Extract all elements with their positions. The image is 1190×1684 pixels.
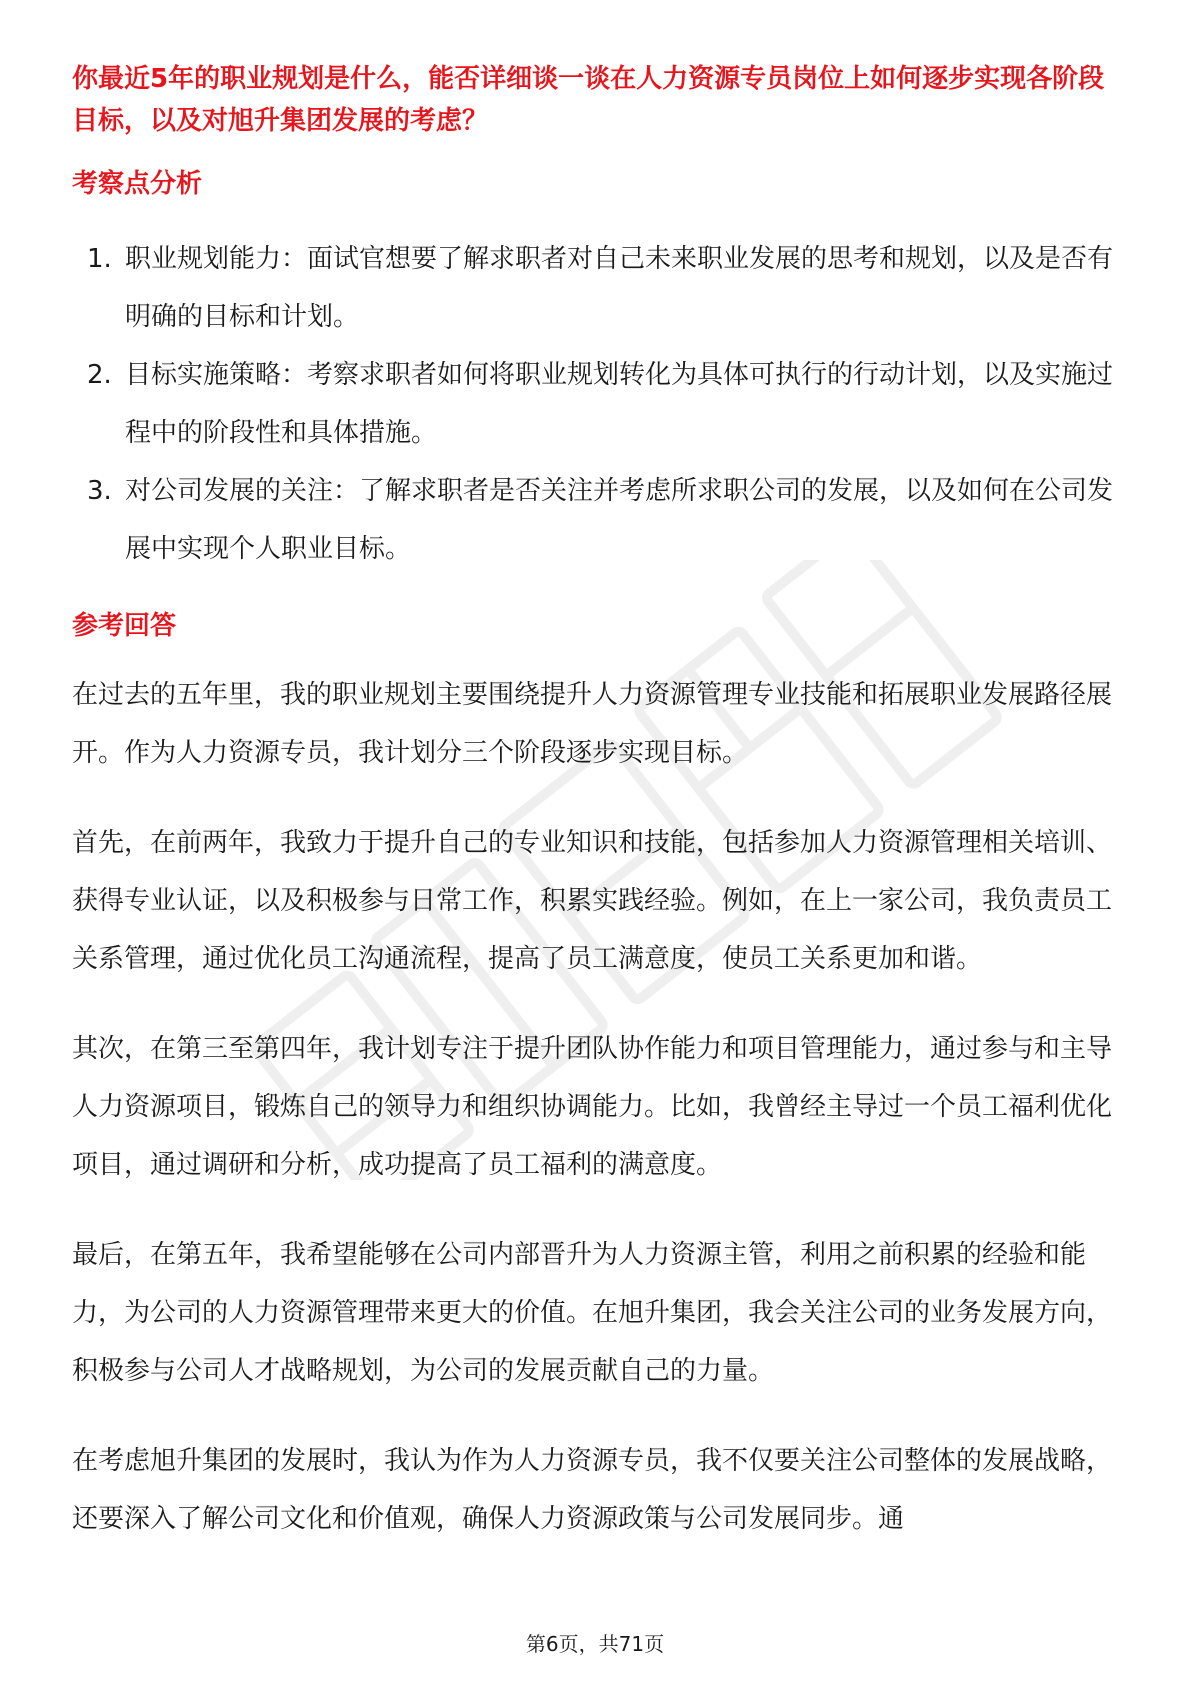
answer-paragraph: 在考虑旭升集团的发展时，我认为作为人力资源专员，我不仅要关注公司整体的发展战略，还要深入了解公司文化和价值观，确保人力资源政策与公司发展同步。通 — [72, 1446, 1113, 1534]
answer-title: 参考回答 — [72, 611, 177, 641]
analysis-points-list — [72, 230, 1120, 578]
content-area — [72, 58, 1120, 1548]
list-item-text: 职业规划能力：面试官想要了解求职者对自己未来职业发展的思考和规划，以及是否有明确的目标和计划。 — [125, 244, 1114, 332]
answer-paragraph: 在过去的五年里，我的职业规划主要围绕提升人力资源管理专业技能和拓展职业发展路径展开。作为人力资源专员，我计划分三个阶段逐步实现目标。 — [72, 680, 1113, 768]
answer-paragraph: 其次，在第三至第四年，我计划专注于提升团队协作能力和项目管理能力，通过参与和主导人力资源项目，锻炼自己的领导力和组织协调能力。比如，我曾经主导过一个员工福利优化项目，通过调研和分析，成功提高了员工福利的满意度。 — [72, 1034, 1113, 1180]
list-item — [72, 230, 1120, 346]
question-heading: 你最近5年的职业规划是什么，能否详细谈一谈在人力资源专员岗位上如何逐步实现各阶段目标，以及对旭升集团发展的考虑？ — [72, 64, 1105, 136]
list-item-text: 目标实施策略：考察求职者如何将职业规划转化为具体可执行的行动计划，以及实施过程中的阶段性和具体措施。 — [125, 360, 1114, 448]
answer-paragraph: 首先，在前两年，我致力于提升自己的专业知识和技能，包括参加人力资源管理相关培训、获得专业认证，以及积极参与日常工作，积累实践经验。例如，在上一家公司，我负责员工关系管理，通过优化员工沟通流程，提高了员工满意度，使员工关系更加和谐。 — [72, 828, 1113, 974]
list-item-number: 2. — [87, 360, 112, 390]
list-item — [72, 346, 1120, 462]
answer-paragraph: 最后，在第五年，我希望能够在公司内部晋升为人力资源主管，利用之前积累的经验和能力，为公司的人力资源管理带来更大的价值。在旭升集团，我会关注公司的业务发展方向，积极参与公司人才战略规划，为公司的发展贡献自己的力量。 — [72, 1240, 1113, 1386]
analysis-title: 考察点分析 — [72, 169, 203, 199]
list-item-number: 3. — [87, 476, 112, 506]
page-number-footer: 第6页，共71页 — [525, 1632, 665, 1656]
list-item-text: 对公司发展的关注：了解求职者是否关注并考虑所求职公司的发展，以及如何在公司发展中实现个人职业目标。 — [125, 476, 1114, 564]
list-item — [72, 462, 1120, 578]
list-item-number: 1. — [87, 244, 112, 274]
